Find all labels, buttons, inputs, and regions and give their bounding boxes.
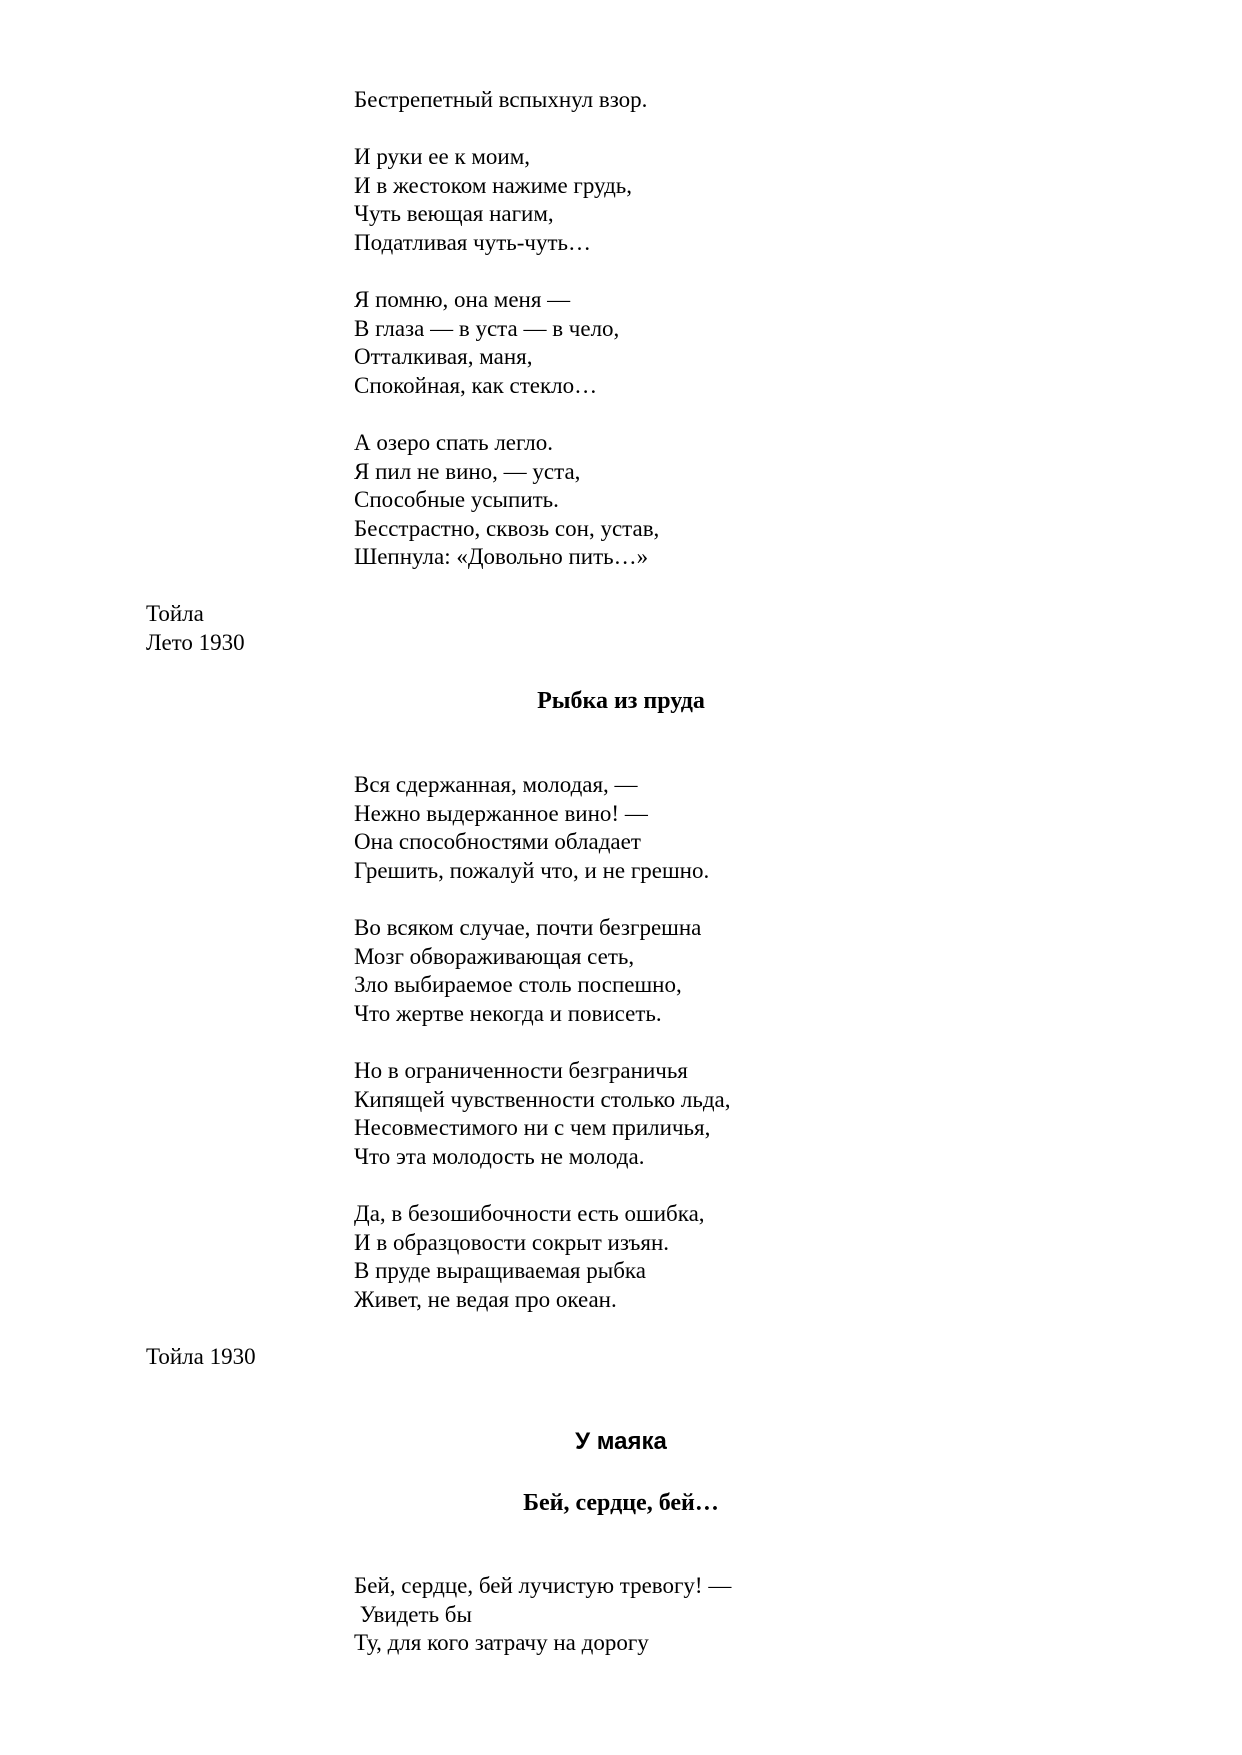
poem-line: Спокойная, как стекло… bbox=[354, 372, 598, 398]
poem-line: Способные усыпить. bbox=[354, 487, 559, 512]
poem3-stanza-1 bbox=[354, 1572, 731, 1658]
poem-line: Живет, не ведая про океан. bbox=[354, 1286, 617, 1312]
poem-line: Шепнула: «Довольно пить…» bbox=[354, 544, 649, 569]
poem-line: И в образцовости сокрыт изъян. bbox=[354, 1229, 670, 1255]
poem2-signature bbox=[146, 1343, 256, 1372]
poem-line: И в жестоком нажиме грудь, bbox=[354, 172, 633, 198]
poem2-stanza-3 bbox=[354, 1057, 731, 1171]
poem1-stanza-3 bbox=[354, 286, 619, 400]
poem-line: Да, в безошибочности есть ошибка, bbox=[354, 1201, 705, 1226]
poem1-signature bbox=[146, 600, 245, 657]
signature-date: Лето 1930 bbox=[146, 629, 245, 655]
poem2-stanza-4 bbox=[354, 1200, 705, 1314]
section-title: У маяка bbox=[575, 1428, 667, 1455]
poem-line: Я помню, она меня — bbox=[354, 287, 571, 312]
poem1-stanza-2 bbox=[354, 143, 632, 257]
poem-line: Она способностями обладает bbox=[354, 829, 641, 854]
poem-line: Я пил не вино, — уста, bbox=[354, 458, 581, 484]
poem2-title: Рыбка из пруда bbox=[537, 688, 705, 714]
poem-line: В глаза — в уста — в чело, bbox=[354, 315, 620, 341]
poem-line: Ту, для кого затрачу на дорогу bbox=[354, 1630, 649, 1655]
poem1-stanza-4 bbox=[354, 429, 659, 572]
poem-line: Что эта молодость не молода. bbox=[354, 1143, 645, 1169]
poem-line: И руки ее к моим, bbox=[354, 144, 531, 169]
poem-line: В пруде выращиваемая рыбка bbox=[354, 1258, 646, 1283]
poem2-stanza-1 bbox=[354, 771, 709, 885]
poem-line: Бей, сердце, бей лучистую тревогу! — bbox=[354, 1573, 732, 1598]
poem-line: Податливая чуть-чуть… bbox=[354, 229, 591, 255]
poem-line: Нежно выдержанное вино! — bbox=[354, 800, 648, 826]
poem-line: Бесстрастно, сквозь сон, устав, bbox=[354, 515, 660, 541]
poem-line: Кипящей чувственности столько льда, bbox=[354, 1086, 731, 1112]
poem-line: Вся сдержанная, молодая, — bbox=[354, 772, 638, 797]
poem-line: Зло выбираемое столь поспешно, bbox=[354, 972, 682, 997]
poem-line: А озеро спать легло. bbox=[354, 430, 554, 455]
signature-place-date: Тойла 1930 bbox=[146, 1344, 256, 1369]
poem-line: Грешить, пожалуй что, и не грешно. bbox=[354, 857, 710, 883]
poem3-title: Бей, сердце, бей… bbox=[523, 1490, 719, 1516]
signature-place: Тойла bbox=[146, 601, 204, 626]
poem-line: Увидеть бы bbox=[354, 1601, 472, 1627]
poem-line: Бестрепетный вспыхнул взор. bbox=[354, 87, 648, 112]
poem-line: Чуть веющая нагим, bbox=[354, 201, 554, 226]
poem2-stanza-2 bbox=[354, 914, 701, 1028]
poem-line: Мозг обвораживающая сеть, bbox=[354, 943, 635, 969]
poem-line: Что жертве некогда и повисеть. bbox=[354, 1000, 662, 1026]
poem1-stanza-1 bbox=[354, 86, 647, 115]
poem-line: Отталкивая, маня, bbox=[354, 344, 533, 369]
poem-line: Но в ограниченности безграничья bbox=[354, 1058, 688, 1083]
poem-line: Несовместимого ни с чем приличья, bbox=[354, 1115, 711, 1140]
poem-line: Во всяком случае, почти безгрешна bbox=[354, 915, 702, 940]
